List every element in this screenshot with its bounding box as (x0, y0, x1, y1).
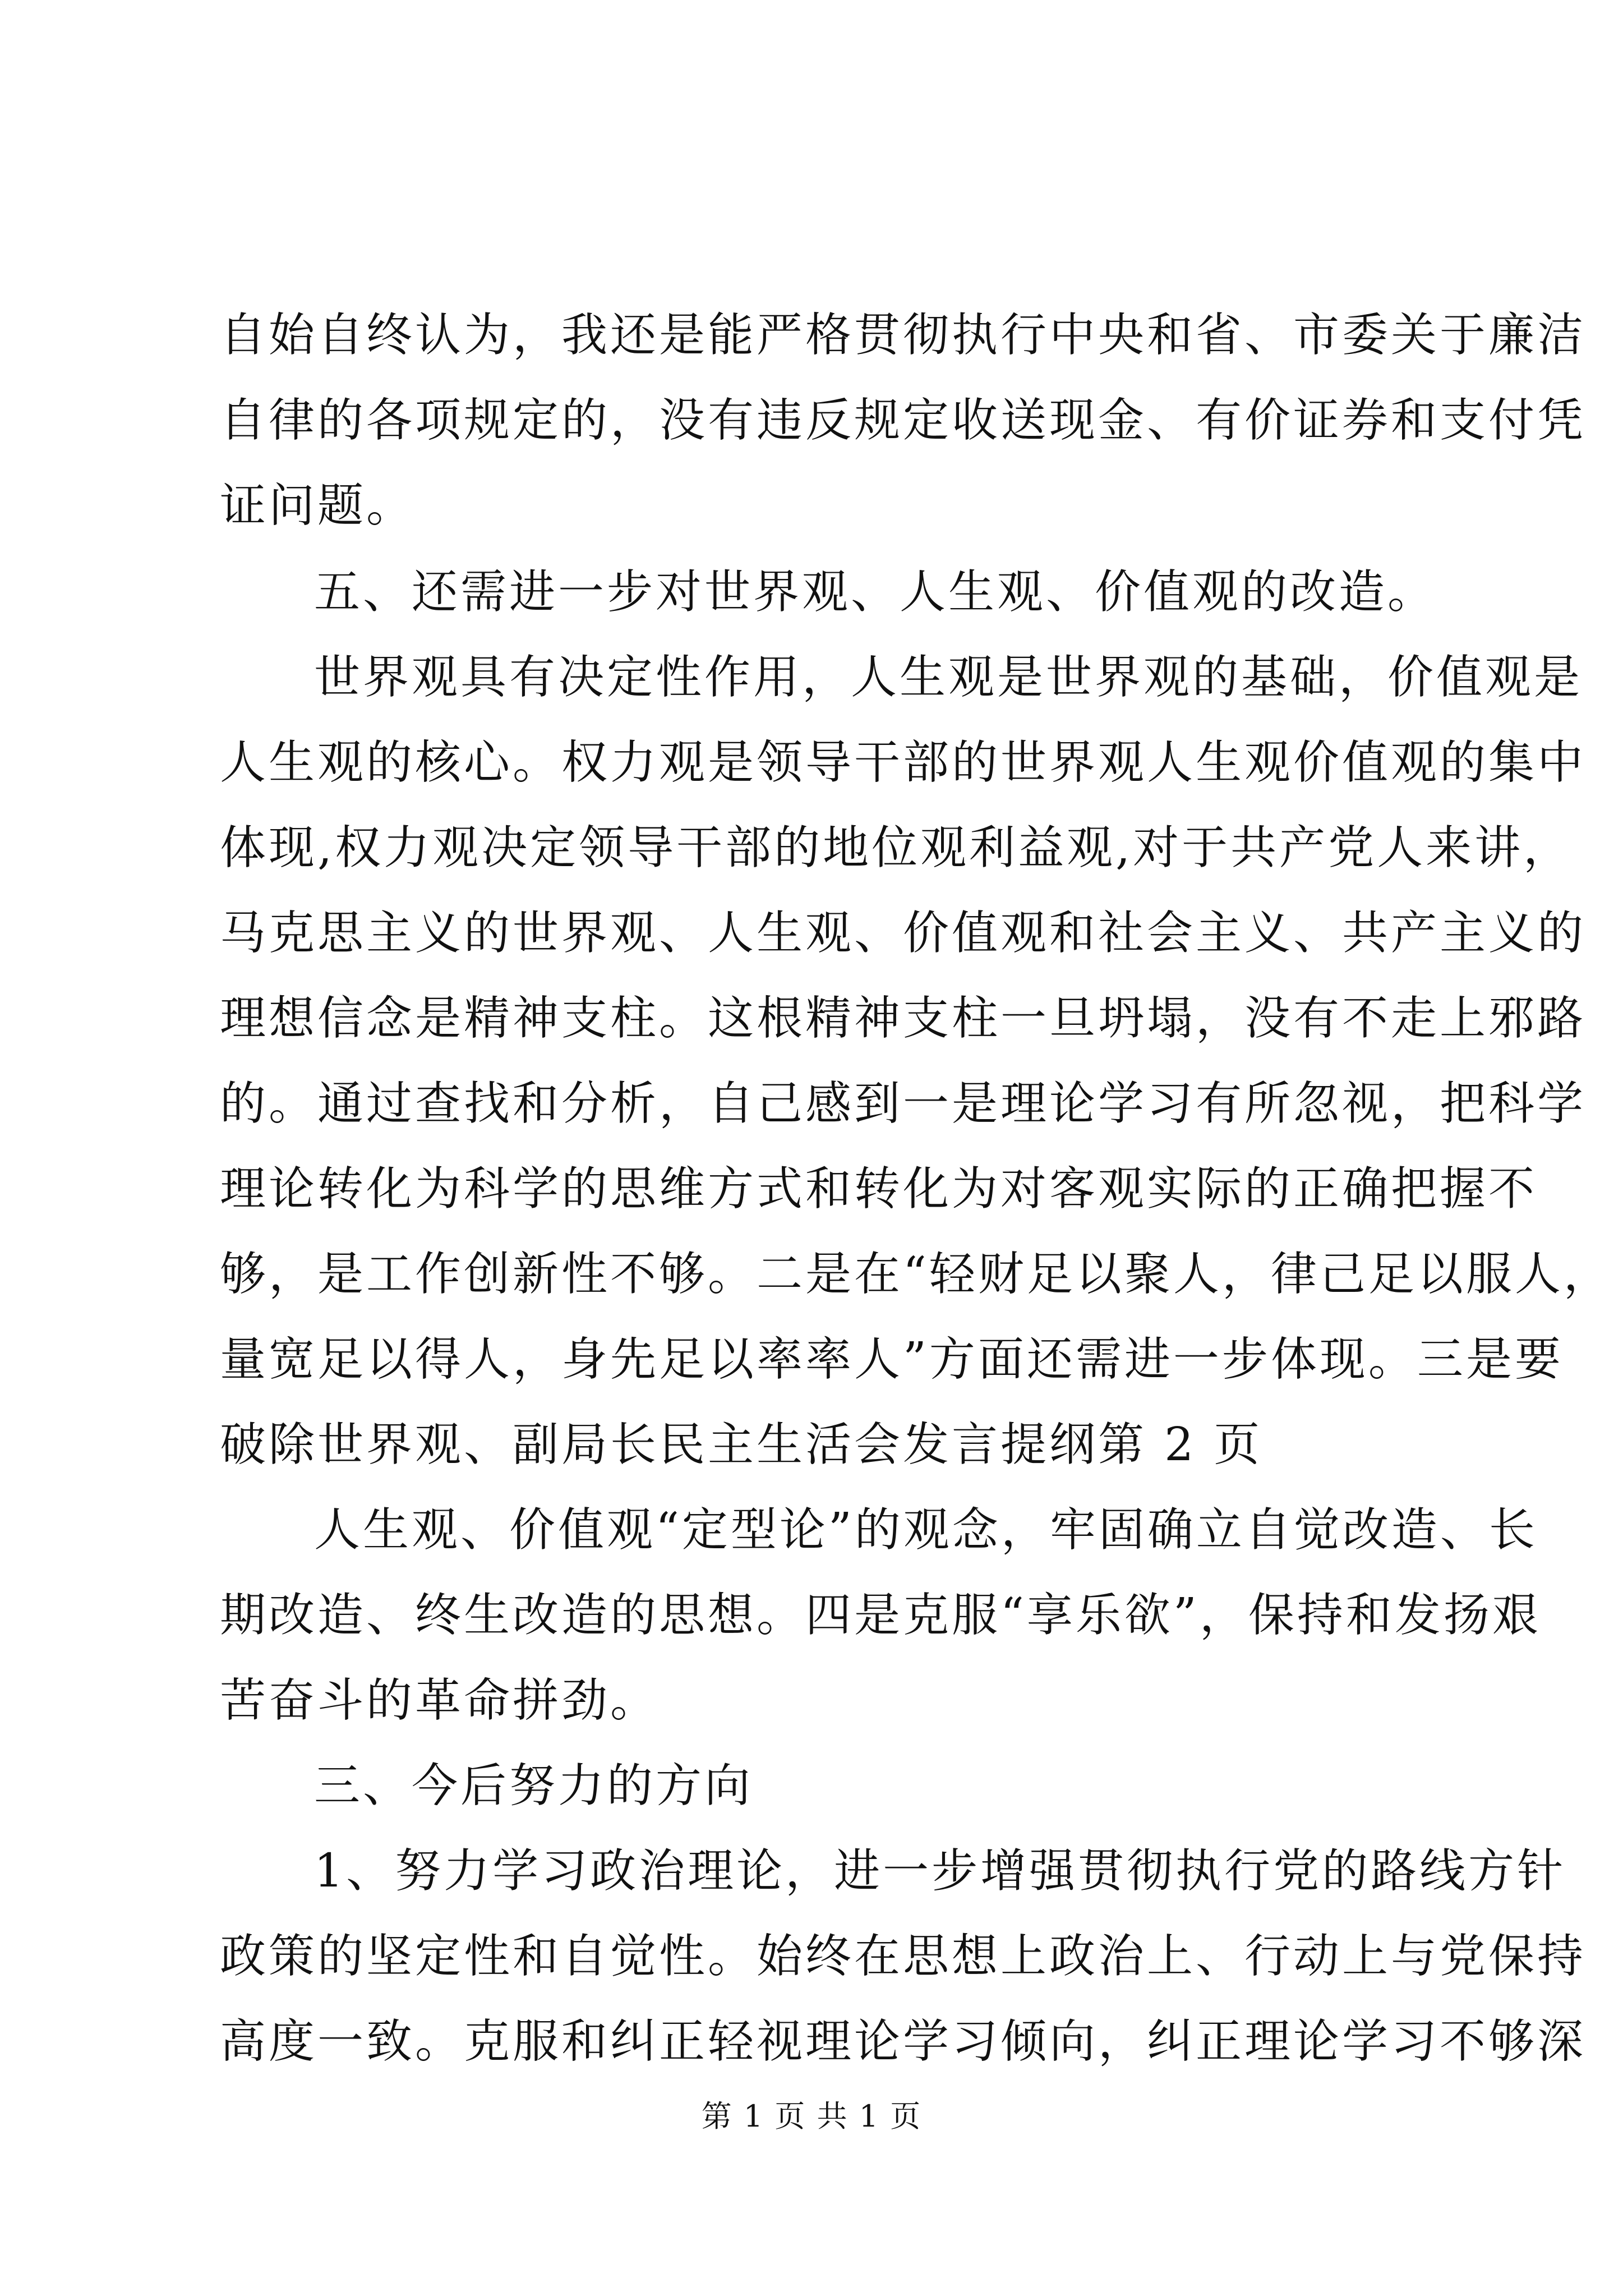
text-line: 高度一致。克服和纠正轻视理论学习倾向，纠正理论学习不够深 (220, 2015, 1587, 2068)
text-line: 破除世界观、副局长民主生活会发言提纲第 2 页 (220, 1418, 1263, 1471)
text-line: 体现,权力观决定领导干部的地位观利益观,对于共产党人来讲， (220, 821, 1573, 875)
text-line: 世界观具有决定性作用，人生观是世界观的基础，价值观是 (314, 651, 1583, 704)
text-line: 证问题。 (220, 479, 416, 532)
text-line: 的。通过查找和分析，自己感到一是理论学习有所忽视，把科学 (220, 1077, 1587, 1130)
section-heading: 三、今后努力的方向 (314, 1759, 754, 1812)
page-footer: 第 1 页 共 1 页 (701, 2099, 922, 2134)
text-line: 自律的各项规定的，没有违反规定收送现金、有价证券和支付凭 (220, 394, 1587, 447)
section-heading: 五、还需进一步对世界观、人生观、价值观的改造。 (314, 565, 1437, 619)
text-line: 理论转化为科学的思维方式和转化为对客观实际的正确把握不 (220, 1162, 1538, 1216)
text-line: 马克思主义的世界观、人生观、价值观和社会主义、共产主义的 (220, 907, 1587, 960)
text-line: 人生观的核心。权力观是领导干部的世界观人生观价值观的集中 (220, 736, 1587, 789)
text-line: 期改造、终生改造的思想。四是克服“享乐欲”，保持和发扬艰 (220, 1589, 1541, 1642)
text-line: 自始自终认为，我还是能严格贯彻执行中央和省、市委关于廉洁 (220, 309, 1587, 362)
text-line: 政策的坚定性和自觉性。始终在思想上政治上、行动上与党保持 (220, 1930, 1587, 1983)
text-line: 苦奋斗的革命拼劲。 (220, 1674, 660, 1727)
text-line: 理想信念是精神支柱。这根精神支柱一旦坍塌，没有不走上邪路 (220, 992, 1587, 1045)
text-line: 量宽足以得人，身先足以率率人”方面还需进一步体现。三是要 (220, 1333, 1564, 1386)
text-line: 够，是工作创新性不够。二是在“轻财足以聚人，律己足以服人， (220, 1248, 1612, 1301)
text-line: 1、努力学习政治理论，进一步增强贯彻执行党的路线方针 (314, 1844, 1566, 1898)
text-line: 人生观、价值观“定型论”的观念，牢固确立自觉改造、长 (314, 1503, 1538, 1557)
